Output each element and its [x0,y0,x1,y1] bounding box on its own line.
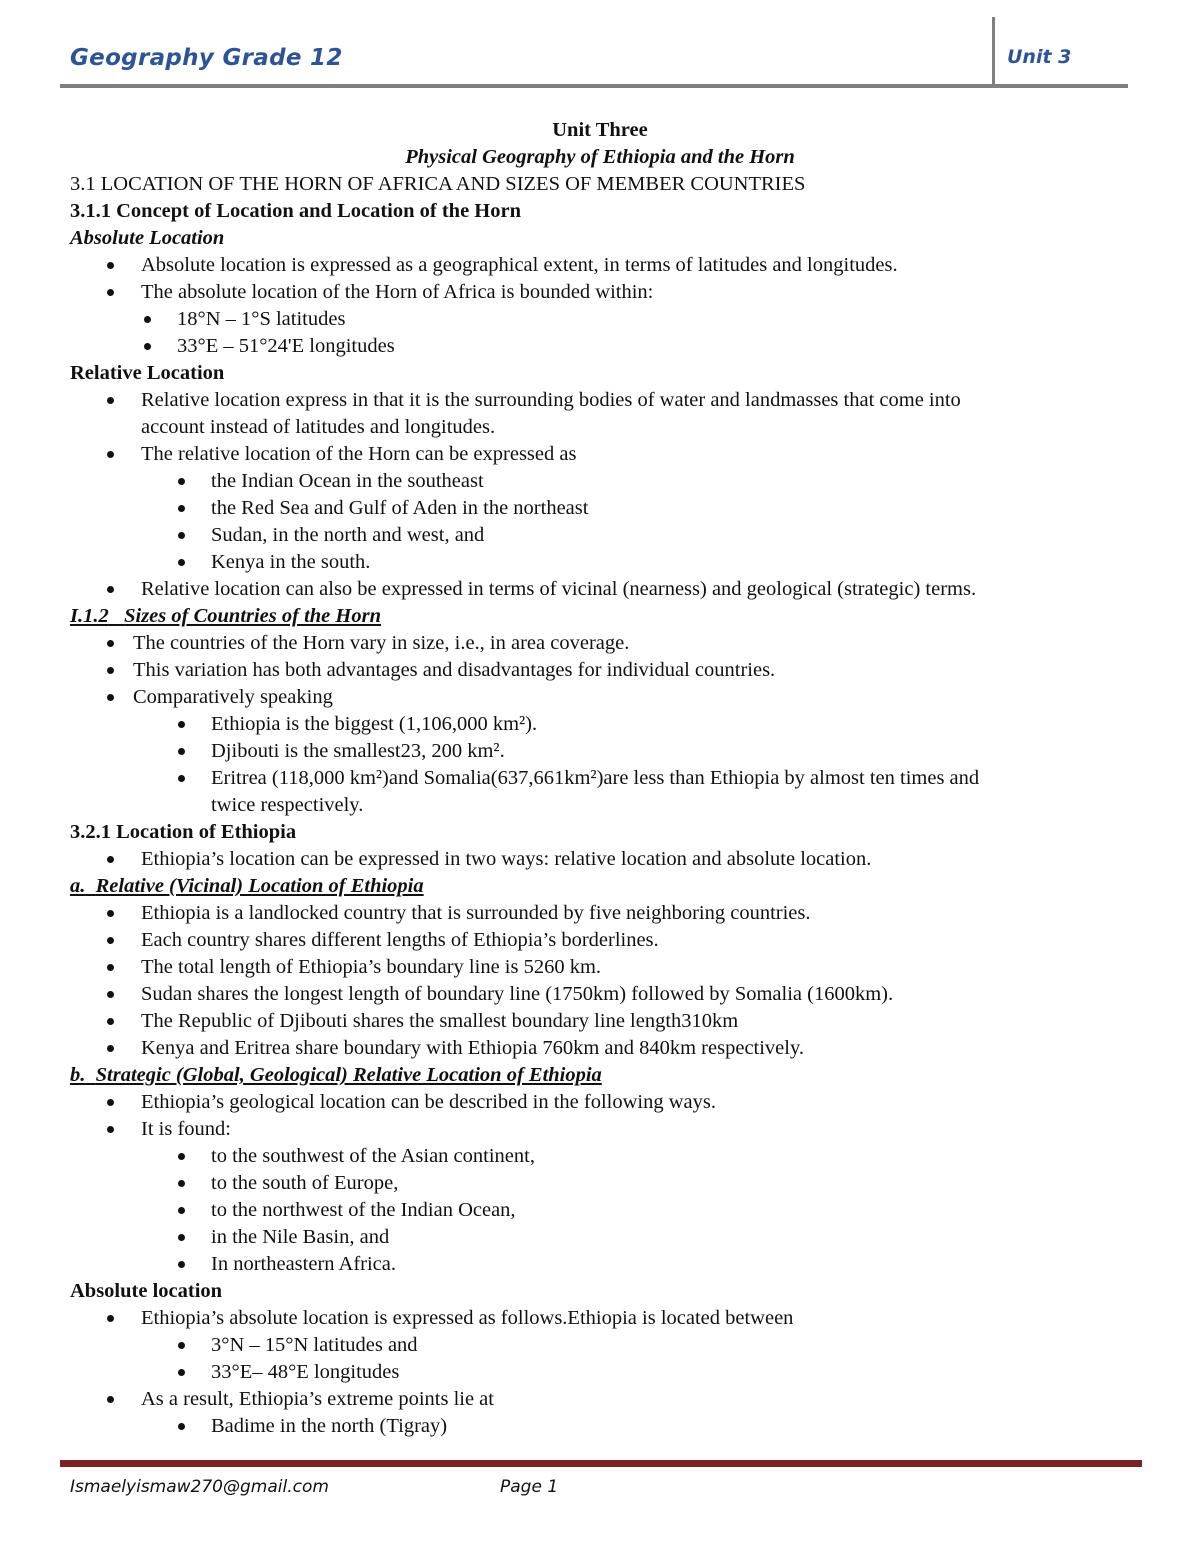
bullet-icon [178,505,185,512]
relative-location-heading: Relative Location [70,362,225,384]
list-item-continuation: twice respectively. [211,794,364,816]
bullet-icon [107,451,114,458]
bullet-icon [107,586,114,593]
list-item: the Indian Ocean in the southeast [70,468,1130,495]
section-heading-3-1: 3.1 LOCATION OF THE HORN OF AFRICA AND SIZES OF MEMBER COUNTRIES [70,173,806,195]
bullet-icon [107,1126,114,1133]
list-item: 33°E – 51°24'E longitudes [70,333,1130,360]
list-item: Relative location can also be expressed in terms of vicinal (nearness) and geological (strategic) terms. [70,576,1130,603]
bullet-icon [107,640,114,647]
list-item: to the northwest of the Indian Ocean, [70,1197,1130,1224]
bullet-icon [107,937,114,944]
list-item: Comparatively speaking [70,684,1130,711]
footer-email: Ismaelyismaw270@gmail.com [70,1477,329,1497]
list-item: the Red Sea and Gulf of Aden in the northeast [70,495,1130,522]
list-item: to the south of Europe, [70,1170,1130,1197]
bullet-icon [144,316,151,323]
list-item: Relative location express in that it is the surrounding bodies of water and landmasses that come into [70,387,1130,414]
list-item: Ethiopia’s absolute location is expressed as follows.Ethiopia is located between [70,1305,1130,1332]
bullet-icon [107,1018,114,1025]
bullet-icon [178,478,185,485]
bullet-icon [107,262,114,269]
bullet-icon [178,775,185,782]
bullet-icon [107,397,114,404]
absolute-location-heading-2: Absolute location [70,1280,223,1302]
list-item: in the Nile Basin, and [70,1224,1130,1251]
list-item: Ethiopia’s location can be expressed in two ways: relative location and absolute location. [70,846,1130,873]
bullet-icon [178,748,185,755]
list-item-continuation: account instead of latitudes and longitudes. [141,416,496,438]
bullet-icon [107,694,114,701]
bullet-icon [178,721,185,728]
bullet-icon [107,964,114,971]
bullet-icon [178,1342,185,1349]
bullet-icon [107,1045,114,1052]
header-title: Geography Grade 12 [70,45,343,71]
bullet-icon [144,343,151,350]
header-divider [992,17,995,85]
list-item: The relative location of the Horn can be expressed as [70,441,1130,468]
list-item: Sudan, in the north and west, and [70,522,1130,549]
bullet-icon [178,1423,185,1430]
list-item: In northeastern Africa. [70,1251,1130,1278]
list-item: As a result, Ethiopia’s extreme points lie at [70,1386,1130,1413]
list-item: It is found: [70,1116,1130,1143]
bullet-icon [178,1180,185,1187]
list-item: Ethiopia is the biggest (1,106,000 km²). [70,711,1130,738]
list-item: The Republic of Djibouti shares the smallest boundary line length310km [70,1008,1130,1035]
list-item: Ethiopia is a landlocked country that is surrounded by five neighboring countries. [70,900,1130,927]
bullet-icon [107,1315,114,1322]
list-item: 18°N – 1°S latitudes [70,306,1130,333]
bullet-icon [178,559,185,566]
list-item: This variation has both advantages and disadvantages for individual countries. [70,657,1130,684]
list-item: The absolute location of the Horn of Africa is bounded within: [70,279,1130,306]
bullet-icon [178,1369,185,1376]
section-heading-1-1-2: I.1.2 Sizes of Countries of the Horn [70,605,381,627]
bullet-icon [107,667,114,674]
list-item: The countries of the Horn vary in size, i.e., in area coverage. [70,630,1130,657]
header-unit: Unit 3 [1007,46,1072,68]
section-heading-3-2-1: 3.2.1 Location of Ethiopia [70,821,297,843]
bullet-icon [178,1261,185,1268]
unit-subtitle: Physical Geography of Ethiopia and the Horn [405,146,795,168]
list-item: to the southwest of the Asian continent, [70,1143,1130,1170]
unit-title: Unit Three [552,119,648,141]
bullet-icon [107,1099,114,1106]
list-item: Eritrea (118,000 km²)and Somalia(637,661km²)are less than Ethiopia by almost ten times and [70,765,1130,792]
list-item: Ethiopia’s geological location can be described in the following ways. [70,1089,1130,1116]
list-item: Djibouti is the smallest23, 200 km². [70,738,1130,765]
list-item: 3°N – 15°N latitudes and [70,1332,1130,1359]
bullet-icon [178,1207,185,1214]
list-item: Kenya and Eritrea share boundary with Ethiopia 760km and 840km respectively. [70,1035,1130,1062]
section-heading-3-1-1: 3.1.1 Concept of Location and Location of the Horn [70,200,521,222]
header-rule [60,84,1128,88]
document-body [70,117,1130,1440]
bullet-icon [107,991,114,998]
bullet-icon [178,1234,185,1241]
list-item: Badime in the north (Tigray) [70,1413,1130,1440]
absolute-location-heading: Absolute Location [70,227,225,249]
list-item: Sudan shares the longest length of boundary line (1750km) followed by Somalia (1600km). [70,981,1130,1008]
bullet-icon [107,1396,114,1403]
subsection-heading-a: a. Relative (Vicinal) Location of Ethiopia [70,875,424,897]
subsection-heading-b: b. Strategic (Global, Geological) Relative Location of Ethiopia [70,1064,602,1086]
bullet-icon [107,289,114,296]
list-item: 33°E– 48°E longitudes [70,1359,1130,1386]
bullet-icon [178,532,185,539]
footer-page-number: Page 1 [500,1477,559,1497]
list-item: Absolute location is expressed as a geographical extent, in terms of latitudes and longitudes. [70,252,1130,279]
list-item: Each country shares different lengths of Ethiopia’s borderlines. [70,927,1130,954]
bullet-icon [107,910,114,917]
bullet-icon [178,1153,185,1160]
list-item: The total length of Ethiopia’s boundary line is 5260 km. [70,954,1130,981]
list-item: Kenya in the south. [70,549,1130,576]
bullet-icon [107,856,114,863]
footer-rule [60,1460,1142,1467]
